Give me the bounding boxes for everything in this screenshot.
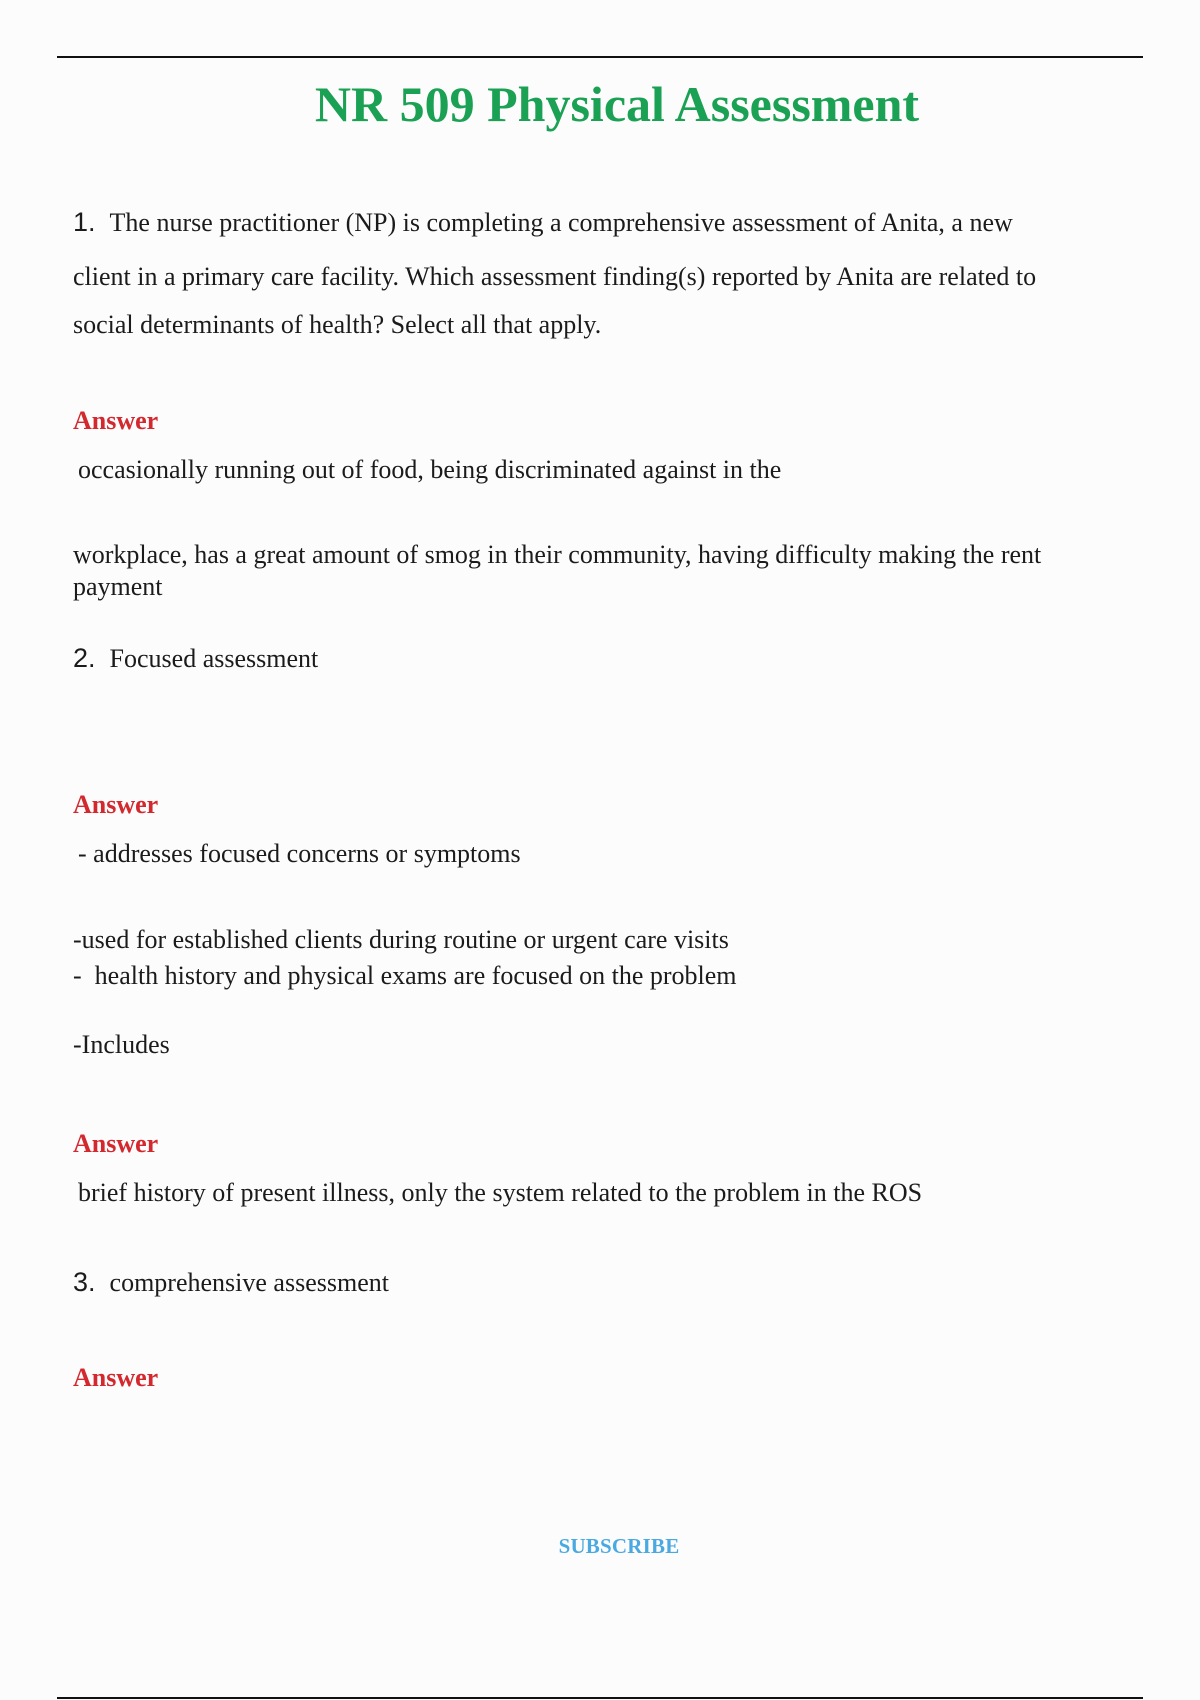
answer-label: Answer xyxy=(73,1363,159,1392)
question-text: The nurse practitioner (NP) is completing a comprehensive assessment of Anita, a new xyxy=(109,208,1013,237)
subscribe-link[interactable]: SUBSCRIBE xyxy=(558,1534,680,1558)
answer-2-line-2: -used for established clients during routine or urgent care visits xyxy=(73,925,729,954)
answer-2b-line-1: brief history of present illness, only the system related to the problem in the ROS xyxy=(78,1178,923,1207)
answer-1-line-2: workplace, has a great amount of smog in their community, having difficulty making the rent payment xyxy=(73,540,1042,601)
answer-label: Answer xyxy=(73,406,159,435)
answer-label: Answer xyxy=(73,790,159,819)
question-number: 1. xyxy=(73,207,96,237)
question-1-line-1 xyxy=(73,198,1013,247)
question-number: 3. xyxy=(73,1267,96,1297)
question-2 xyxy=(73,634,318,683)
top-divider xyxy=(57,56,1143,58)
answer-2-line-4: -Includes xyxy=(73,1030,170,1059)
bottom-divider xyxy=(57,1697,1143,1699)
question-number: 2. xyxy=(73,643,96,673)
question-3 xyxy=(73,1258,389,1307)
answer-label: Answer xyxy=(73,1129,159,1158)
question-text: Focused assessment xyxy=(109,644,319,673)
answer-2-line-1: - addresses focused concerns or symptoms xyxy=(78,839,521,868)
question-text: comprehensive assessment xyxy=(109,1268,389,1297)
question-1-line-2: client in a primary care facility. Which assessment finding(s) reported by Anita are related to xyxy=(73,262,1037,291)
question-1-line-3: social determinants of health? Select all that apply. xyxy=(73,310,602,339)
answer-1-line-1: occasionally running out of food, being discriminated against in the xyxy=(78,455,782,484)
answer-2-line-3: - health history and physical exams are focused on the problem xyxy=(73,961,737,990)
page-title: NR 509 Physical Assessment xyxy=(314,76,920,132)
